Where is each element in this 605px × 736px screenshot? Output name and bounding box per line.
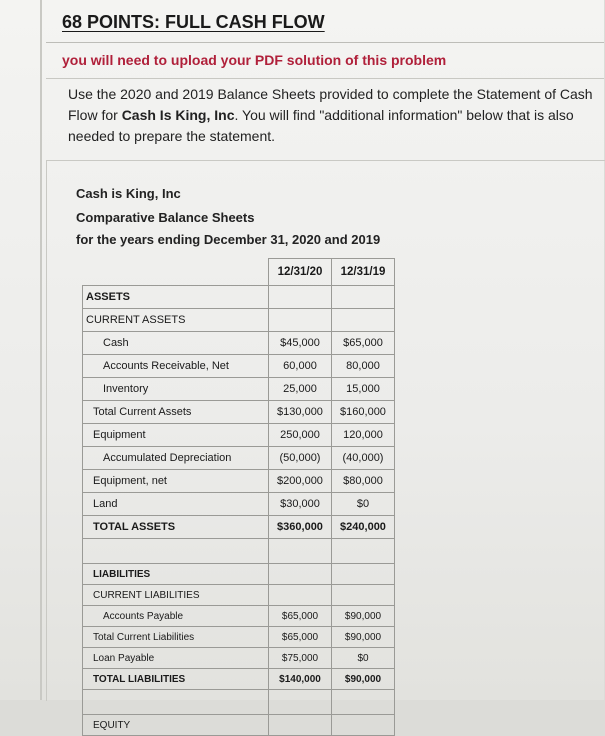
table-row <box>83 470 395 493</box>
table-row <box>83 424 395 447</box>
value-2020: $75,000 <box>269 648 332 669</box>
value-2019: $80,000 <box>332 470 395 493</box>
value-2019: $0 <box>332 648 395 669</box>
value-2019: $160,000 <box>332 401 395 424</box>
row-label: Accounts Payable <box>83 606 269 627</box>
value-2020: $200,000 <box>269 470 332 493</box>
divider <box>46 42 604 43</box>
row-label: Loan Payable <box>83 648 269 669</box>
value-2019: (40,000) <box>332 447 395 470</box>
table-row <box>83 516 395 539</box>
table-row <box>83 309 395 332</box>
instructions <box>68 84 598 147</box>
row-label: Total Current Liabilities <box>83 627 269 648</box>
value-2019: $65,000 <box>332 332 395 355</box>
left-margin-rule <box>40 0 42 700</box>
table-row <box>83 669 395 690</box>
value-2020: $65,000 <box>269 606 332 627</box>
table-row <box>83 378 395 401</box>
instructions-part-1: Use the 2020 and 2019 Balance Sheets provided to complete the Statement of Cash Flow for <box>68 86 593 123</box>
liabilities-heading: LIABILITIES <box>83 564 269 585</box>
table-row <box>83 447 395 470</box>
table-row <box>83 355 395 378</box>
row-label: TOTAL LIABILITIES <box>83 669 269 690</box>
table-row <box>83 493 395 516</box>
column-header-2019: 12/31/19 <box>332 259 395 286</box>
table-row <box>83 401 395 424</box>
table-row <box>83 564 395 585</box>
row-label: Accounts Receivable, Net <box>83 355 269 378</box>
table-row <box>83 585 395 606</box>
value-2020: 25,000 <box>269 378 332 401</box>
value-2019: $240,000 <box>332 516 395 539</box>
value-2019: $90,000 <box>332 669 395 690</box>
table-row <box>83 715 395 736</box>
value-2019: 120,000 <box>332 424 395 447</box>
row-label: Equipment, net <box>83 470 269 493</box>
current-assets-heading: CURRENT ASSETS <box>83 309 269 332</box>
statement-name: Comparative Balance Sheets <box>76 210 255 225</box>
table-row <box>83 627 395 648</box>
value-2020: $140,000 <box>269 669 332 690</box>
instructions-part-2: . You will find "additional information" below that is also needed to prepare the statement. <box>68 107 574 144</box>
value-2019: 80,000 <box>332 355 395 378</box>
value-2020: $130,000 <box>269 401 332 424</box>
value-2020: (50,000) <box>269 447 332 470</box>
question-title: 68 POINTS: FULL CASH FLOW <box>62 12 325 32</box>
row-label: Equipment <box>83 424 269 447</box>
table-row <box>83 286 395 309</box>
table-row-empty <box>83 690 395 715</box>
value-2020: 250,000 <box>269 424 332 447</box>
row-label: Inventory <box>83 378 269 401</box>
row-label: Total Current Assets <box>83 401 269 424</box>
table-header-row <box>83 259 395 286</box>
value-2019: 15,000 <box>332 378 395 401</box>
row-label: Land <box>83 493 269 516</box>
table-row <box>83 648 395 669</box>
table-row-empty <box>83 539 395 564</box>
value-2020: $45,000 <box>269 332 332 355</box>
row-label: Cash <box>83 332 269 355</box>
column-header-2020: 12/31/20 <box>269 259 332 286</box>
statement-period: for the years ending December 31, 2020 and 2019 <box>76 232 381 247</box>
equity-heading: EQUITY <box>83 715 269 736</box>
table-row <box>83 332 395 355</box>
value-2020: $30,000 <box>269 493 332 516</box>
value-2020: 60,000 <box>269 355 332 378</box>
assets-heading: ASSETS <box>83 286 269 309</box>
table-row <box>83 606 395 627</box>
current-liabilities-heading: CURRENT LIABILITIES <box>83 585 269 606</box>
value-2020: $360,000 <box>269 516 332 539</box>
upload-note: you will need to upload your PDF solution of this problem <box>62 52 447 68</box>
instructions-company: Cash Is King, Inc <box>121 107 235 123</box>
value-2019: $0 <box>332 493 395 516</box>
balance-sheet-table <box>82 258 395 736</box>
divider <box>46 78 604 79</box>
value-2019: $90,000 <box>332 606 395 627</box>
value-2020: $65,000 <box>269 627 332 648</box>
header-blank <box>83 259 269 286</box>
value-2019: $90,000 <box>332 627 395 648</box>
statement-company: Cash is King, Inc <box>76 186 181 201</box>
row-label: Accumulated Depreciation <box>83 447 269 470</box>
row-label: TOTAL ASSETS <box>83 516 269 539</box>
